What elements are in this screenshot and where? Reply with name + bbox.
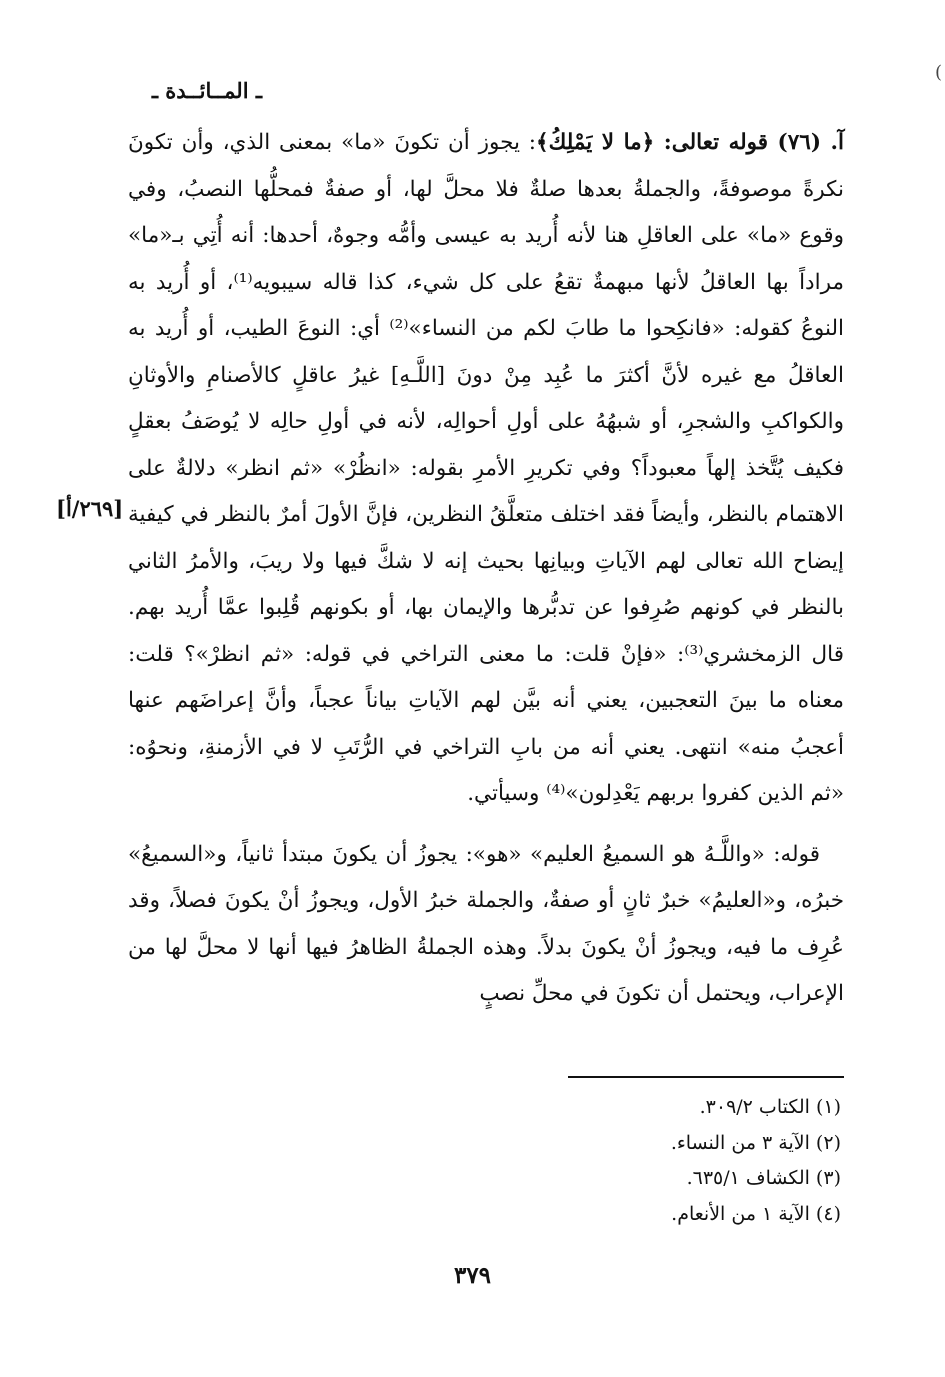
footnote-4: (٤) الآية ١ من الأنعام.	[671, 1202, 841, 1225]
paragraph-1	[128, 120, 844, 818]
paragraph-1-text: : يجوز أن تكونَ «ما» بمعنى الذي، وأن تكونَ نكرةً موصوفةً، والجملةُ بعدها صلةٌ فلا محلَّ لها، أو صفةٌ فمحلُّها النصبُ، وفي وقوع «ما» على العاقلِ هنا لأنه أُريد به عيسى وأمُّه وجوهٌ، أحدها: أنه أُتِي بـ«ما» مراداً بها العاقلُ لأنها مبهمةٌ تقعُ على كل شيء، كذا قاله سيبويه⁽¹⁾، أو أُريد به النوعُ كقوله: «فانكِحوا ما طابَ لكم من النساء»⁽²⁾ أي: النوعَ الطيب، أو أُريد به العاقلُ مع غيره لأنَّ أكثرَ ما عُبِد مِنْ دونَ [اللَّـهِ] غيرُ عاقلٍ كالأصنامِ والأوثانِ والكواكبِ والشجرِ، أو شبهُهُ على أولِ أحوالِه، لأنه في أولِ حالِه لا يُوصَفُ بعقلٍ فكيف يُتَّخذ إلهاً معبوداً؟ وفي تكريرِ الأمرِ بقوله: «انظُرْ» «ثم انظر» دلالةٌ على الاهتمام بالنظر، وأيضاً فقد اختلف متعلَّقُ النظرين، فإنَّ الأولَ أمرٌ بالنظر في كيفية إيضاح الله تعالى لهم الآياتِ وبيانِها بحيث إنه لا شكَّ فيها ولا ريبَ، والأمرُ الثاني بالنظر في كونهم صُرِفوا عن تدبُّرها والإيمان بها، أو بكونهم قُلِبوا عمَّا أُريد بهم. قال الزمخشري⁽³⁾: «فإنْ قلت: ما معنى التراخي في قوله: «ثم انظرْ»؟ قلت: معناه ما بينَ التعجبين، يعني أنه بيَّن لهم الآياتِ بياناً عجباً، وأنَّ إعراضَهم عنها أعجبُ منه» انتهى. يعني أنه من بابِ التراخي في الرُّتَبِ لا في الأزمنةِ، ونحوُه: «ثم الذين كفروا بربهم يَعْدِلون»⁽⁴⁾ وسيأتي.	[128, 130, 844, 806]
edge-mark: (	[934, 62, 942, 83]
page-number: ٣٧٩	[453, 1262, 492, 1289]
footnote-1: (١) الكتاب ٣٠٩/٢.	[699, 1096, 841, 1118]
running-header: ـ المــائــدة ـ	[151, 78, 262, 103]
main-text	[128, 120, 844, 1018]
manuscript-folio-marker: [٢٦٩/أ]	[56, 496, 124, 521]
footnote-2: (٢) الآية ٣ من النساء.	[670, 1131, 841, 1154]
footnotes	[671, 1090, 841, 1232]
verse-heading: آ. (٧٦) قوله تعالى: ﴿ما لا يَمْلِكُ﴾	[536, 130, 844, 155]
paragraph-2: قوله: «واللَّـهُ هو السميعُ العليم» «هو»: يجوزُ أن يكونَ مبتدأ ثانياً، و«السميعُ» خبرُه، و«العليمُ» خبرٌ ثانٍ أو صفةٌ، والجملة خبرُ الأول، ويجوزُ أنْ يكونَ فصلاً، وقد عُرِف ما فيه، ويجوزُ أنْ يكونَ بدلاً. وهذه الجملةُ الظاهرُ فيها أنها لا محلَّ لها من الإعراب، ويحتمل أن تكونَ في محلِّ نصبٍ	[128, 841, 844, 1006]
footnote-3: (٣) الكشاف ٦٣٥/١.	[686, 1167, 841, 1189]
footnote-separator	[568, 1076, 844, 1078]
